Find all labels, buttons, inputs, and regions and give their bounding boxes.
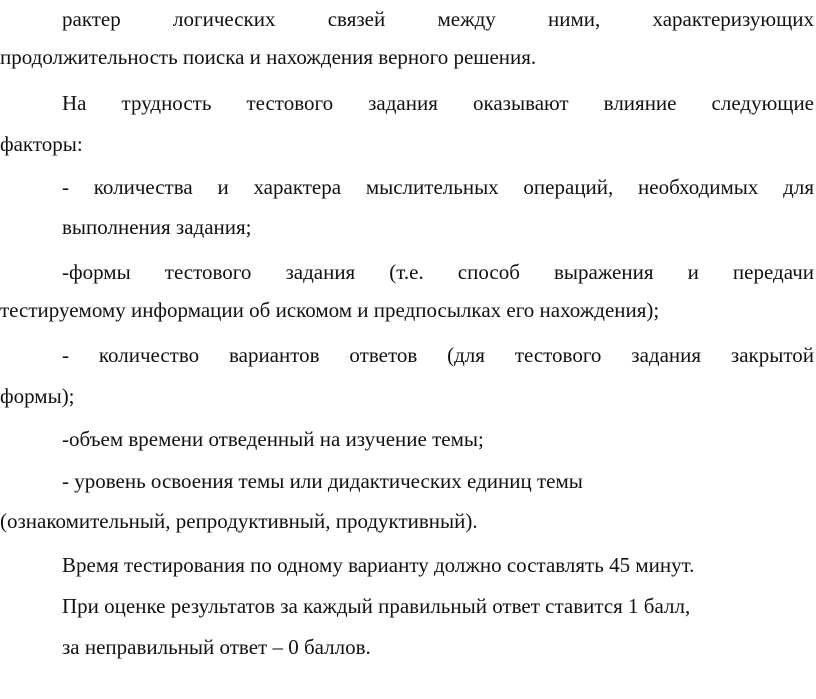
text-line-15: При оценке результатов за каждый правильный ответ ставится 1 балл, <box>62 594 691 618</box>
text-line-16: за неправильный ответ – 0 баллов. <box>62 635 371 659</box>
text-line-6: выполнения задания; <box>62 215 252 239</box>
text-line-14: Время тестирования по одному варианту должно составлять 45 минут. <box>62 553 695 577</box>
text-line-7: -формы тестового задания (т.е. способ выражения и передачи <box>62 260 814 284</box>
text-line-1: рактер логических связей между ними, характеризующих <box>62 7 814 31</box>
text-line-12: - уровень освоения темы или дидактических единиц темы <box>62 469 583 493</box>
text-line-5: - количества и характера мыслительных операций, необходимых для <box>62 175 814 199</box>
text-line-11: -объем времени отведенный на изучение темы; <box>62 427 484 451</box>
text-line-2: продолжительность поиска и нахождения верного решения. <box>0 45 537 69</box>
text-line-10: формы); <box>0 384 75 408</box>
text-line-13: (ознакомительный, репродуктивный, продуктивный). <box>0 509 478 533</box>
text-line-4: факторы: <box>0 132 83 156</box>
text-line-8: тестируемому информации об искомом и предпосылках его нахождения); <box>0 298 660 322</box>
text-line-3: На трудность тестового задания оказывают влияние следующие <box>62 91 814 115</box>
text-line-9: - количество вариантов ответов (для тестового задания закрытой <box>62 343 814 367</box>
